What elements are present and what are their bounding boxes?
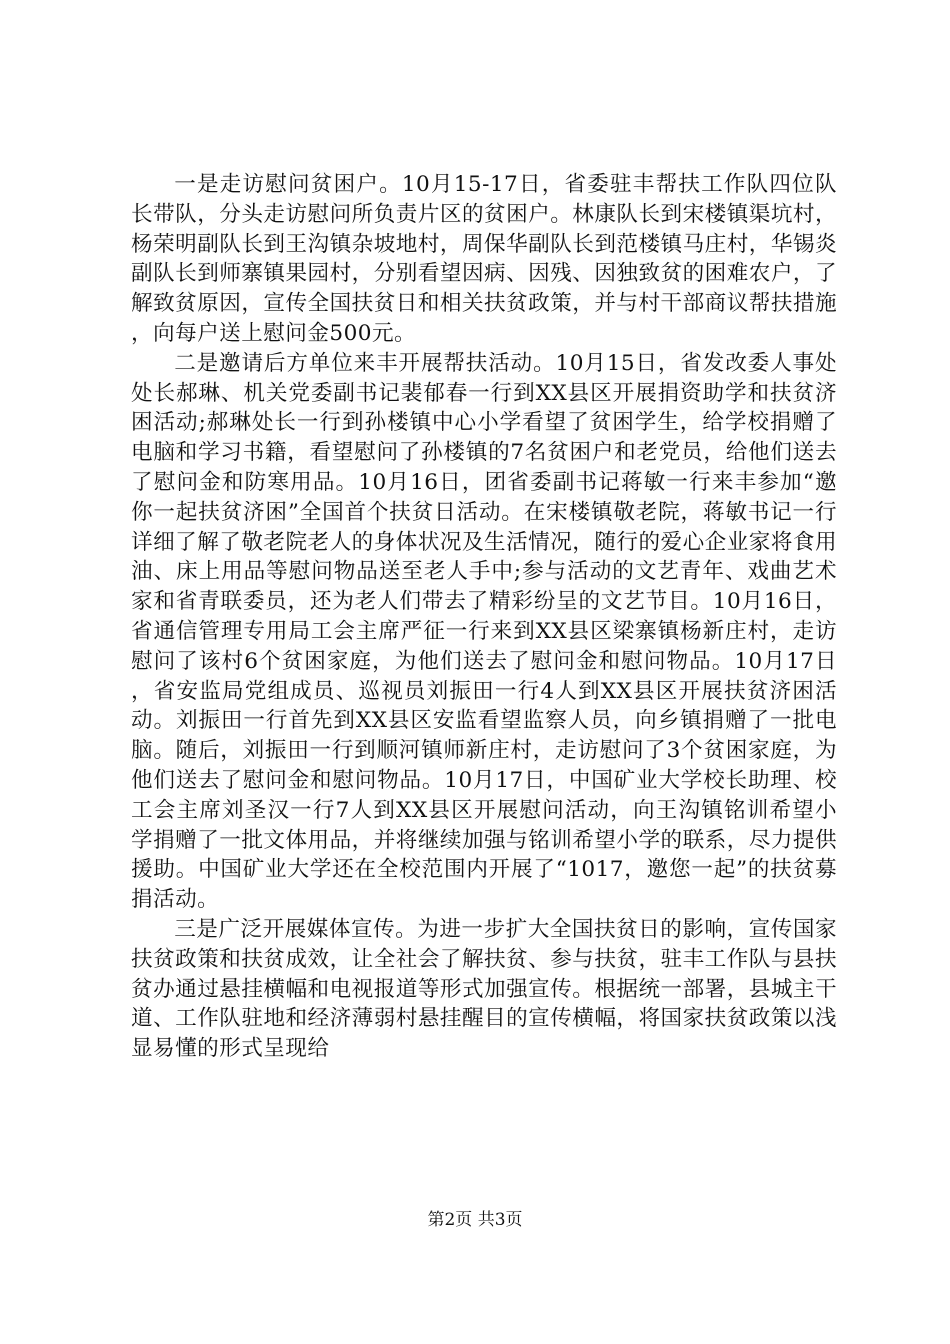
paragraph-rear-units: 二是邀请后方单位来丰开展帮扶活动。10月15日，省发改委人事处处长郝琳、机关党委副书记裴郁春一行到XX县区开展捐资助学和扶贫济困活动;郝琳处长一行到孙楼镇中心小学看望了贫困学生，给学校捐赠了电脑和学习书籍，看望慰问了孙楼镇的7名贫困户和老党员，给他们送去了慰问金和防寒用品。10月16日，团省委副书记蒋敏一行来丰参加“邀你一起扶贫济困”全国首个扶贫日活动。在宋楼镇敬老院，蒋敏书记一行详细了解了敬老院老人的身体状况及生活情况，随行的爱心企业家将食用油、床上用品等慰问物品送至老人手中;参与活动的文艺青年、戏曲艺术家和省青联委员，还为老人们带去了精彩纷呈的文艺节目。10月16日，省通信管理专用局工会主席严征一行来到XX县区梁寨镇杨新庄村，走访慰问了该村6个贫困家庭，为他们送去了慰问金和慰问物品。10月17日，省安监局党组成员、巡视员刘振田一行4人到XX县区开展扶贫济困活动。刘振田一行首先到XX县区安监看望监察人员，向乡镇捐赠了一批电脑。随后，刘振田一行到顺河镇师新庄村，走访慰问了3个贫困家庭，为他们送去了慰问金和慰问物品。10月17日，中国矿业大学校长助理、校工会主席刘圣汉一行7人到XX县区开展慰问活动，向王沟镇铭训希望小学捐赠了一批文体用品，并将继续加强与铭训希望小学的联系，尽力提供援助。中国矿业大学还在全校范围内开展了“1017，邀您一起”的扶贫募捐活动。 bbox=[131, 350, 837, 913]
document-body bbox=[131, 170, 837, 1064]
page-footer: 第2页 共3页 bbox=[427, 1210, 523, 1230]
paragraph-visits: 一是走访慰问贫困户。10月15-17日，省委驻丰帮扶工作队四位队长带队，分头走访慰问所负责片区的贫困户。林康队长到宋楼镇渠坑村，杨荣明副队长到王沟镇杂坡地村，周保华副队长到范楼镇马庄村，华锡炎副队长到师寨镇果园村，分别看望因病、因残、因独致贫的困难农户，了解致贫原因，宣传全国扶贫日和相关扶贫政策，并与村干部商议帮扶措施，向每户送上慰问金500元。 bbox=[131, 172, 837, 346]
paragraph-media: 三是广泛开展媒体宣传。为进一步扩大全国扶贫日的影响，宣传国家扶贫政策和扶贫成效，让全社会了解扶贫、参与扶贫，驻丰工作队与县扶贫办通过悬挂横幅和电视报道等形式加强宣传。根据统一部署，县城主干道、工作队驻地和经济薄弱村悬挂醒目的宣传横幅，将国家扶贫政策以浅显易懂的形式呈现给 bbox=[131, 916, 837, 1062]
